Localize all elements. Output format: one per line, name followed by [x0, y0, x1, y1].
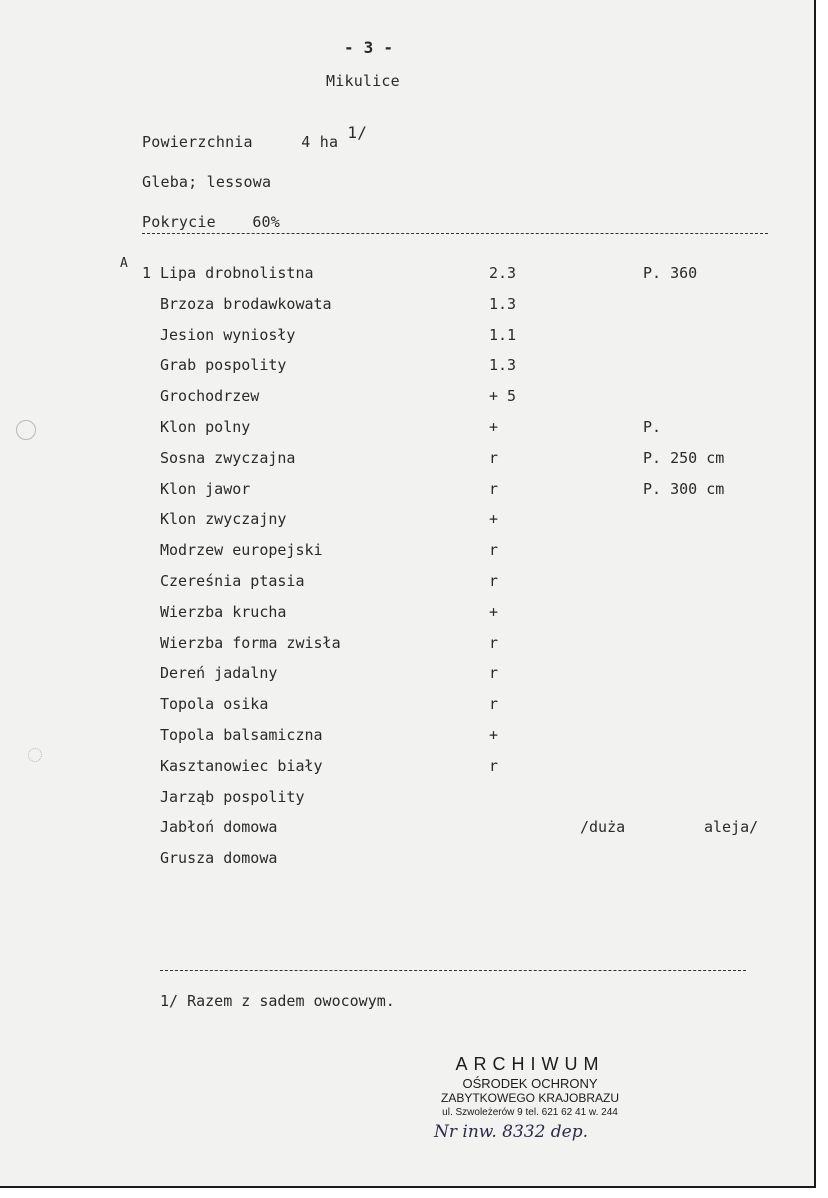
species-row: [0, 849, 814, 871]
cover-value: 60%: [252, 213, 281, 231]
species-name: Grab pospolity: [160, 356, 287, 374]
inventory-number: Nr inw. 8332 dep.: [434, 1122, 589, 1142]
species-value: +: [489, 418, 499, 436]
species-name: Brzoza brodawkowata: [160, 295, 332, 313]
section-marker: A: [120, 256, 128, 271]
species-row: [0, 418, 814, 440]
place-name: Mikulice: [326, 72, 400, 90]
apple-note-part2: aleja/: [704, 818, 759, 836]
species-row: [0, 634, 814, 656]
species-note: P. 250 cm: [643, 449, 725, 467]
divider-top: [142, 233, 768, 234]
species-number: 1: [142, 264, 152, 282]
species-name: Jesion wyniosły: [160, 326, 296, 344]
species-row: [0, 356, 814, 378]
species-row: [0, 603, 814, 625]
cover-label: Pokrycie: [142, 213, 216, 231]
page-number: - 3 -: [344, 38, 394, 57]
species-row: [0, 664, 814, 686]
species-name: Grochodrzew: [160, 387, 260, 405]
species-row: [0, 510, 814, 532]
apple-note-part1: /duża: [580, 818, 626, 836]
species-name: Kasztanowiec biały: [160, 757, 323, 775]
species-row: [0, 572, 814, 594]
species-name: Wierzba krucha: [160, 603, 287, 621]
footnote: 1/ Razem z sadem owocowym.: [160, 992, 395, 1010]
species-name: Modrzew europejski: [160, 541, 323, 559]
species-name: Klon jawor: [160, 480, 251, 498]
species-name: Czereśnia ptasia: [160, 572, 305, 590]
species-row: [0, 264, 814, 286]
species-name: Jabłoń domowa: [160, 818, 278, 836]
archive-stamp: [420, 1054, 640, 1118]
species-value: r: [489, 541, 499, 559]
species-row: [0, 387, 814, 409]
species-value: r: [489, 572, 499, 590]
species-value: r: [489, 757, 499, 775]
species-name: Topola balsamiczna: [160, 726, 323, 744]
area-value: 4 ha: [301, 133, 339, 151]
species-row: [0, 480, 814, 502]
species-name: Topola osika: [160, 695, 269, 713]
species-value: 1.1: [489, 326, 517, 344]
species-name: Klon polny: [160, 418, 251, 436]
divider-bottom: [160, 970, 746, 971]
species-name: Klon zwyczajny: [160, 510, 287, 528]
species-note: P. 300 cm: [643, 480, 725, 498]
species-value: r: [489, 449, 499, 467]
area-footnote-mark: 1/: [347, 123, 368, 142]
species-name: Lipa drobnolistna: [160, 264, 314, 282]
stamp-line-4: ul. Szwoleżerów 9 tel. 621 62 41 w. 244: [442, 1107, 618, 1118]
species-value: 2.3: [489, 264, 517, 282]
species-value: r: [489, 480, 499, 498]
species-row: [0, 449, 814, 471]
punch-hole-mark: [28, 748, 42, 762]
cover-line: [142, 213, 280, 231]
stamp-line-3: ZABYTKOWEGO KRAJOBRAZU: [440, 1091, 620, 1105]
species-value: +: [489, 726, 499, 744]
species-row: [0, 818, 814, 840]
species-row: [0, 788, 814, 810]
area-line: [142, 123, 368, 151]
area-label: Powierzchnia: [142, 133, 253, 151]
species-note: P.: [643, 418, 662, 436]
soil-line: Gleba; lessowa: [142, 173, 272, 191]
stamp-line-1: ARCHIWUM: [455, 1054, 605, 1074]
species-name: Jarząb pospolity: [160, 788, 305, 806]
species-row: [0, 695, 814, 717]
species-value: +: [489, 603, 499, 621]
species-name: Dereń jadalny: [160, 664, 278, 682]
punch-hole-mark: [16, 420, 36, 440]
species-row: [0, 757, 814, 779]
species-value: 1.3: [489, 295, 517, 313]
species-value: r: [489, 664, 499, 682]
species-value: + 5: [489, 387, 517, 405]
species-name: Grusza domowa: [160, 849, 278, 867]
species-row: [0, 295, 814, 317]
species-value: +: [489, 510, 499, 528]
stamp-line-2: OŚRODEK OCHRONY: [462, 1076, 598, 1091]
species-value: r: [489, 634, 499, 652]
species-row: [0, 326, 814, 348]
species-row: [0, 726, 814, 748]
species-note: P. 360: [643, 264, 698, 282]
species-name: Wierzba forma zwisła: [160, 634, 341, 652]
species-value: 1.3: [489, 356, 517, 374]
species-name: Sosna zwyczajna: [160, 449, 296, 467]
species-value: r: [489, 695, 499, 713]
species-row: [0, 541, 814, 563]
